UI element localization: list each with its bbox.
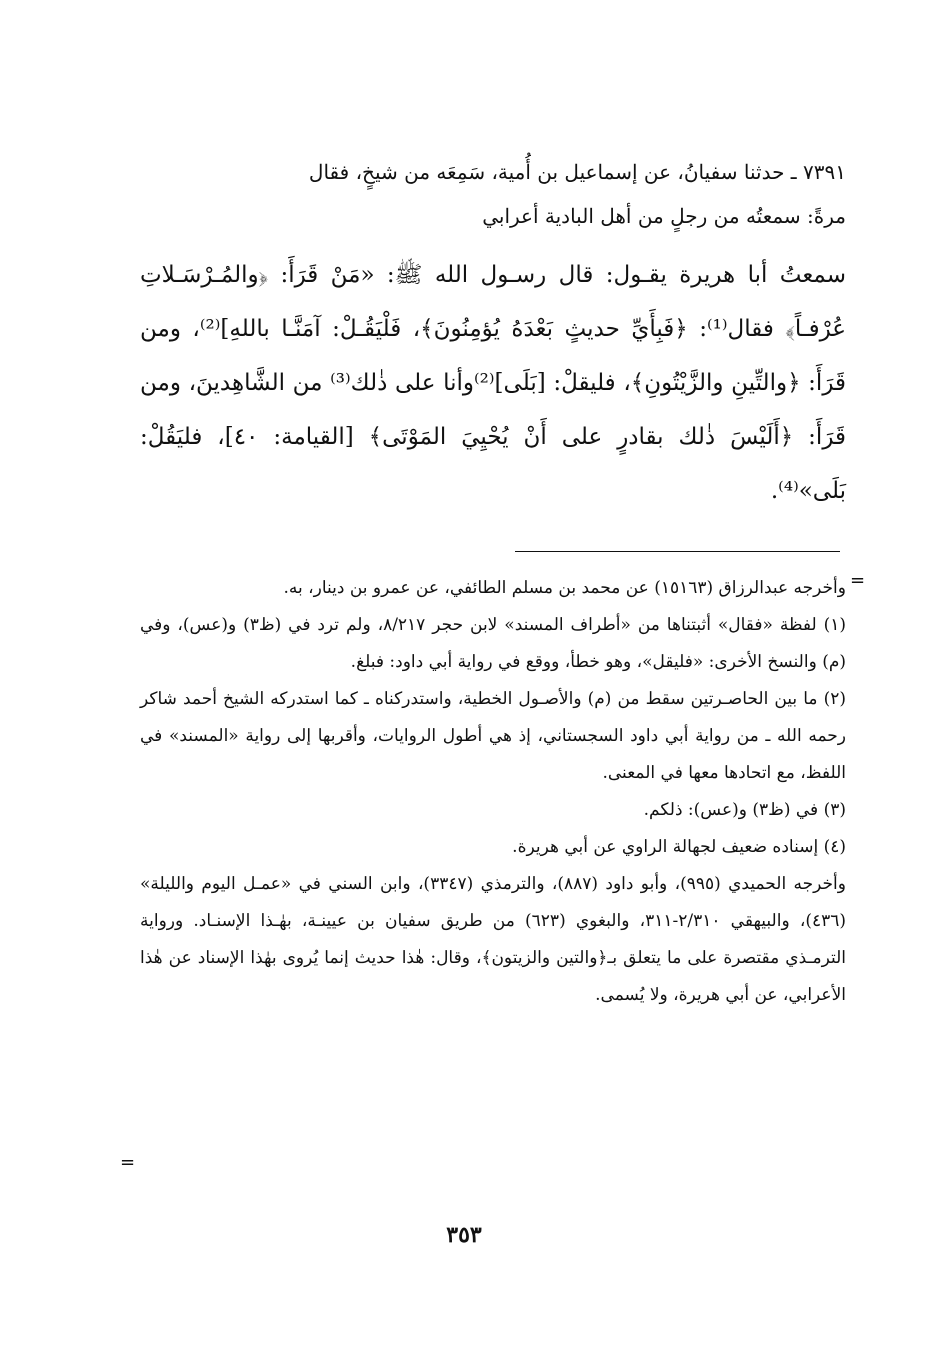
continuation-mark-top: =	[850, 570, 866, 591]
isnad-line-1: ٧٣٩١ ـ حدثنا سفيانُ، عن إسماعيل بن أُمية، سَمِعَه من شيخٍ، فقال	[308, 160, 846, 184]
hadith-matn	[140, 248, 846, 518]
hadith-text: سمعتُ أبا هريرة يقـول: قال رسـول الله ﷺ: «مَنْ قَرَأَ: ﴿والمُـرْسَـلاتِ عُرْفـاً﴾ فقال⁽¹⁾: ﴿فَبِأَيِّ حديثٍ بَعْدَهُ يُؤمِنُونَ﴾، فَلْيَقُـلْ: آمَنَّـا باللهِ]⁽²⁾، ومن قَرَأَ: ﴿والتِّينِ والزَّيْتُونِ﴾، فليقلْ: [بَلَى]⁽²⁾وأنا على ذٰلك⁽³⁾ من الشَّاهِدينَ، ومن قَرَأَ: ﴿أَلَيْسَ ذٰلك بقادرٍ على أَنْ يُحْيِيَ المَوْتَى﴾ [القيامة: ٤٠]، فليَقُلْ: بَلَى»⁽⁴⁾.	[140, 262, 847, 504]
footnote-continuation: وأخرجه عبدالرزاق (١٥١٦٣) عن محمد بن مسلم الطائفي، عن عمرو بن دينار، به.	[283, 578, 846, 598]
footnote-4: (٤) إسناده ضعيف لجهالة الراوي عن أبي هريرة.	[512, 837, 846, 857]
footnotes-section	[140, 570, 846, 1014]
page-number: ٣٥٣	[446, 1222, 482, 1248]
isnad-line-2: مرةً: سمعتُه من رجلٍ من أهل البادية أعرابي	[482, 204, 846, 228]
footnote-1: (١) لفظة «فقال» أثبتناها من «أطراف المسند» لابن حجر ٨/٢١٧، ولم ترد في (ظ٣) و(عس)، وفي (م) والنسخ الأخرى: «فليقل»، وهو خطأ، ووقع في رواية أبي داود: فبلغ.	[140, 615, 847, 672]
continuation-mark-bottom: =	[120, 1152, 136, 1173]
footnote-divider	[515, 551, 840, 552]
footnote-4-continuation: وأخرجه الحميدي (٩٩٥)، وأبو داود (٨٨٧)، والترمذي (٣٣٤٧)، وابن السني في «عمـل اليوم والليلة» (٤٣٦)، والبيهقي ٢/٣١٠-٣١١، والبغوي (٦٢٣) من طريق سفيان بن عيينـة، بهٰـذا الإسنـاد. ورواية الترمـذي مقتصرة على ما يتعلق بـ﴿والتين والزيتون﴾، وقال: هٰذا حديث إنما يُروى بهٰذا الإسناد عن هٰذا الأعرابي، عن أبي هريرة، ولا يُسمى.	[140, 874, 846, 1005]
footnote-2: (٢) ما بين الحاصـرتين سقط من (م) والأصـول الخطية، واستدركناه ـ كما استدركه الشيخ أحمد شاكر رحمه الله ـ من رواية أبي داود السجستاني، إذ هي أطول الروايات، وأقربها إلى رواية «المسند» في اللفظ، مع اتحادها معها في المعنى.	[140, 689, 846, 783]
hadith-isnad	[140, 150, 846, 238]
footnote-3: (٣) في (ظ٣) و(عس): ذلكم.	[643, 800, 846, 820]
